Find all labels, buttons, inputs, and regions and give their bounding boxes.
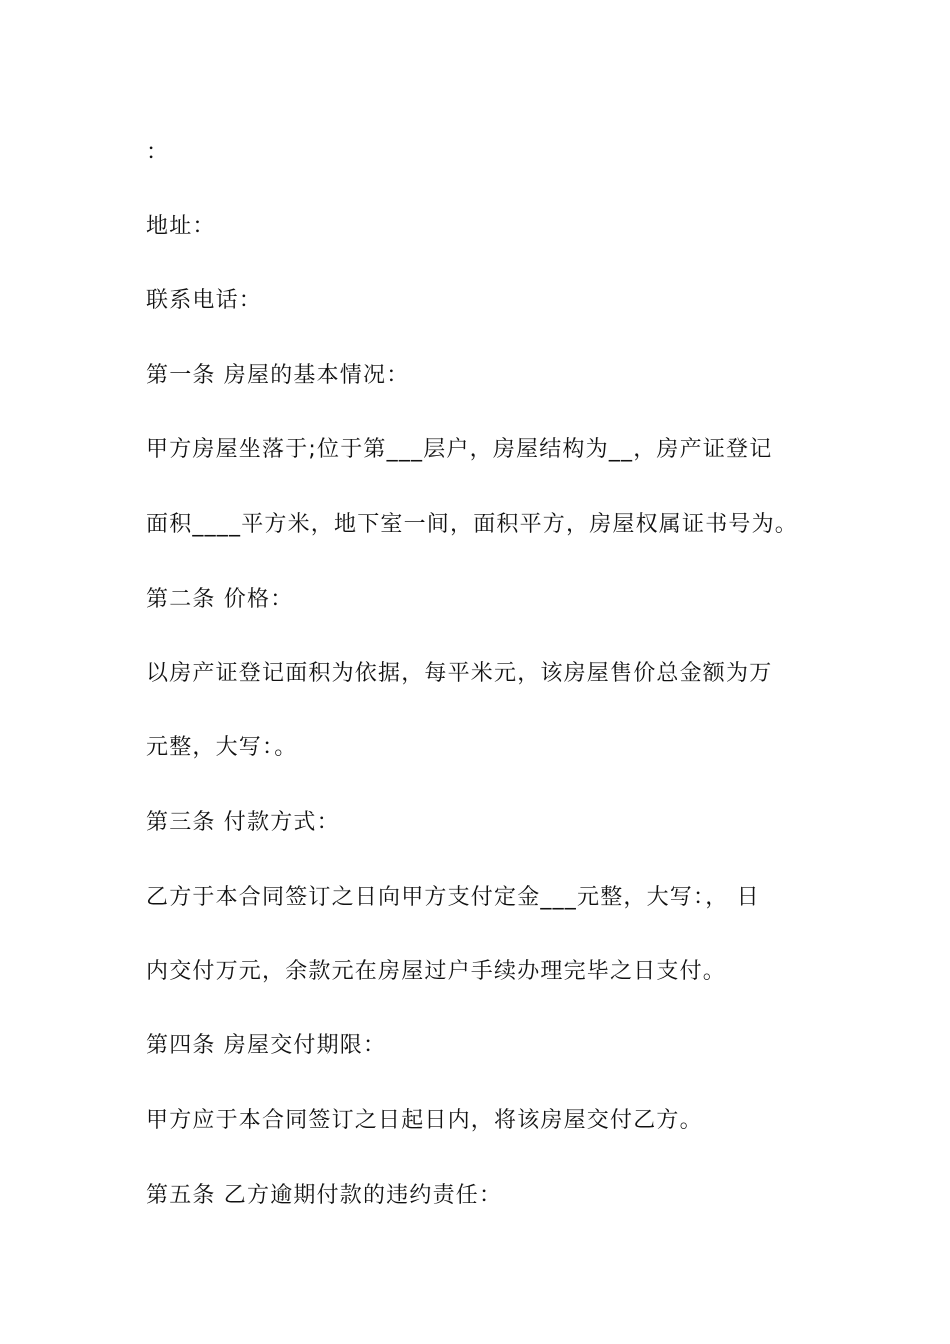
- phone-label: 联系电话：: [146, 288, 263, 313]
- article-3-text-line-1: 乙方于本合同签订之日向甲方支付定金___元整，大写：， 日: [146, 885, 760, 910]
- article-1-heading: 第一条 房屋的基本情况：: [146, 363, 410, 388]
- article-1-text-line-2: 面积____平方米，地下室一间，面积平方，房屋权属证书号为。: [146, 512, 799, 537]
- article-4-heading: 第四条 房屋交付期限：: [146, 1033, 387, 1058]
- address-label: 地址：: [146, 214, 216, 239]
- article-3-text-line-2: 内交付万元，余款元在房屋过户手续办理完毕之日支付。: [146, 959, 727, 984]
- article-3-heading: 第三条 付款方式：: [146, 810, 340, 835]
- article-2-text-line-1: 以房产证登记面积为依据，每平米元，该房屋售价总金额为万: [146, 661, 773, 686]
- article-2-heading: 第二条 价格：: [146, 587, 294, 612]
- party-colon-line: ：: [146, 140, 170, 165]
- article-2-text-line-2: 元整，大写：。: [146, 735, 298, 760]
- article-4-text-line-1: 甲方应于本合同签订之日起日内，将该房屋交付乙方。: [146, 1108, 703, 1133]
- article-5-heading: 第五条 乙方逾期付款的违约责任：: [146, 1183, 503, 1208]
- article-1-text-line-1: 甲方房屋坐落于;位于第___层户，房屋结构为__，房产证登记: [146, 437, 773, 462]
